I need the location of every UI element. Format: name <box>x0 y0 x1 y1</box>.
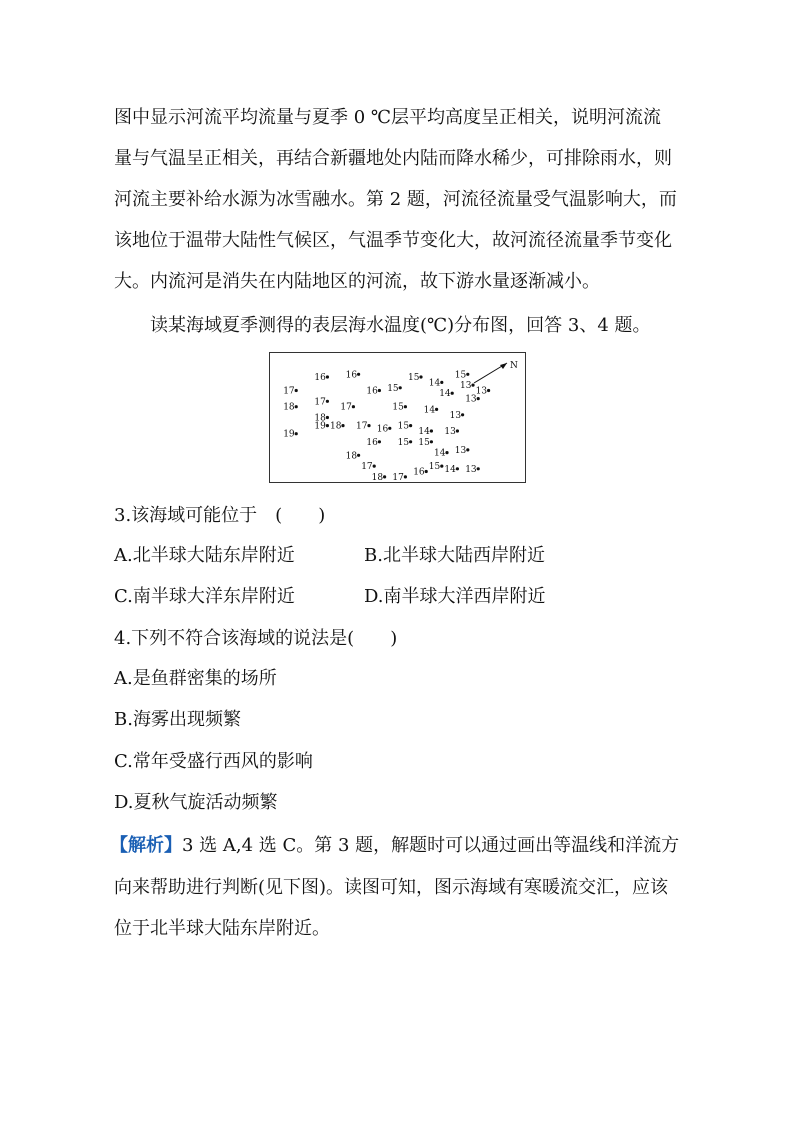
temperature-label: 16 <box>376 424 389 435</box>
temperature-label: 16 <box>314 373 326 383</box>
temperature-points <box>283 370 490 483</box>
temperature-point <box>326 424 329 427</box>
temperature-point <box>295 405 298 408</box>
temperature-label: 15 <box>397 437 410 448</box>
temperature-point <box>404 405 407 408</box>
temperature-point <box>435 408 438 411</box>
temperature-label: 15 <box>428 462 441 473</box>
temperature-label: 14 <box>439 389 451 400</box>
temperature-label: 15 <box>387 383 399 394</box>
temperature-label: 13 <box>475 386 488 397</box>
temperature-label: 16 <box>366 437 378 448</box>
q3-option-c: C.南半球大洋东岸附近 <box>114 586 295 607</box>
temperature-point <box>295 432 298 435</box>
temperature-label: 18 <box>314 413 326 424</box>
temperature-point <box>456 429 459 432</box>
temperature-label: 16 <box>366 386 378 397</box>
temperature-label: 17 <box>314 397 326 408</box>
analysis-line: 向来帮助进行判断(见下图)。读图可知，图示海域有寒暖流交汇，应该 <box>114 877 669 898</box>
temperature-point <box>440 381 443 384</box>
temperature-point <box>425 470 428 473</box>
temperature-point <box>430 440 433 443</box>
temperature-label: 17 <box>392 472 404 483</box>
temperature-point <box>295 389 298 392</box>
temperature-label: 13 <box>460 381 472 392</box>
temperature-label: 19 <box>314 421 326 432</box>
analysis-label: 【解析】 <box>110 835 182 856</box>
q4-option-c: C.常年受盛行西风的影响 <box>114 751 313 772</box>
temperature-label: 18 <box>371 472 384 483</box>
temperature-label: 14 <box>428 378 441 389</box>
analysis-line <box>110 834 679 858</box>
text-line: 图中显示河流平均流量与夏季 0 ℃层平均高度呈正相关，说明河流流 <box>114 107 662 128</box>
temperature-point <box>477 397 480 400</box>
temperature-label: 18 <box>330 421 342 432</box>
north-arrow-head-icon <box>500 363 507 369</box>
question-intro: 读某海域夏季测得的表层海水温度(℃)分布图，回答 3、4 题。 <box>150 315 651 336</box>
temperature-point <box>326 416 329 419</box>
text-line: 大。内流河是消失在内陆地区的河流，故下游水量逐渐减小。 <box>114 271 600 292</box>
temperature-label: 18 <box>283 402 295 413</box>
question-4-stem: 4.下列不符合该海域的说法是( ) <box>114 628 398 649</box>
text-line: 量与气温呈正相关，再结合新疆地处内陆而降水稀少，可排除雨水，则 <box>114 148 672 169</box>
q4-option-b: B.海雾出现频繁 <box>114 709 241 730</box>
temperature-point <box>357 373 360 376</box>
temperature-label: 18 <box>345 451 358 462</box>
temperature-point <box>430 429 433 432</box>
temperature-point <box>466 373 469 376</box>
temperature-point <box>487 389 490 392</box>
temperature-point <box>352 405 355 408</box>
q3-option-a: A.北半球大陆东岸附近 <box>114 545 295 566</box>
temperature-label: 13 <box>465 464 477 475</box>
temperature-label: 15 <box>392 402 404 413</box>
q3-option-b: B.北半球大陆西岸附近 <box>364 545 545 566</box>
q4-option-a: A.是鱼群密集的场所 <box>114 668 277 689</box>
q3-option-d: D.南半球大洋西岸附近 <box>364 586 546 607</box>
temperature-point <box>367 424 370 427</box>
temperature-point <box>357 454 360 457</box>
temperature-point <box>461 413 464 416</box>
text-line: 河流主要补给水源为冰雪融水。第 2 题，河流径流量受气温影响大，而 <box>114 189 677 210</box>
temperature-label: 16 <box>413 467 425 478</box>
temperature-label: 14 <box>444 464 456 475</box>
temperature-label: 15 <box>454 370 467 381</box>
temperature-point <box>378 389 381 392</box>
temperature-label: 13 <box>465 394 477 405</box>
q4-option-d: D.夏秋气旋活动频繁 <box>114 792 278 813</box>
analysis-line: 位于北半球大陆东岸附近。 <box>114 918 330 939</box>
temperature-label: 17 <box>283 386 295 397</box>
temperature-point <box>383 475 386 478</box>
temperature-point <box>326 400 329 403</box>
temperature-point <box>419 375 422 378</box>
temperature-point <box>378 440 381 443</box>
temperature-point <box>404 475 407 478</box>
north-label: N <box>510 361 518 371</box>
text-line: 该地位于温带大陆性气候区，气温季节变化大，故河流径流量季节变化 <box>114 230 672 251</box>
map-border <box>270 353 526 483</box>
temperature-label: 15 <box>418 437 430 448</box>
temperature-point <box>456 467 459 470</box>
temperature-label: 17 <box>356 421 368 432</box>
temperature-point <box>445 451 448 454</box>
temperature-label: 14 <box>434 448 446 459</box>
temperature-label: 14 <box>423 405 436 416</box>
temperature-point <box>477 467 480 470</box>
temperature-point <box>440 465 443 468</box>
temperature-point <box>471 384 474 387</box>
temperature-label: 16 <box>345 370 358 381</box>
analysis-text: 3 选 A,4 选 C。第 3 题，解题时可以通过画出等温线和洋流方 <box>182 835 680 856</box>
temperature-point <box>388 427 391 430</box>
temperature-label: 15 <box>408 373 420 383</box>
temperature-point <box>451 392 454 395</box>
question-3-stem: 3.该海域可能位于 ( ) <box>114 505 326 526</box>
temperature-point <box>399 386 402 389</box>
temperature-point <box>326 375 329 378</box>
temperature-label: 19 <box>283 429 295 440</box>
temperature-point <box>409 424 412 427</box>
temperature-label: 14 <box>418 427 430 437</box>
temperature-label: 17 <box>361 462 373 473</box>
temperature-label: 13 <box>449 410 462 421</box>
sea-temperature-map <box>269 352 526 483</box>
temperature-label: 15 <box>397 421 410 432</box>
temperature-label: 13 <box>444 427 456 437</box>
temperature-label: 13 <box>454 445 467 456</box>
temperature-point <box>409 440 412 443</box>
temperature-point <box>466 448 469 451</box>
temperature-point <box>341 424 344 427</box>
temperature-label: 17 <box>340 402 352 413</box>
temperature-point <box>373 465 376 468</box>
